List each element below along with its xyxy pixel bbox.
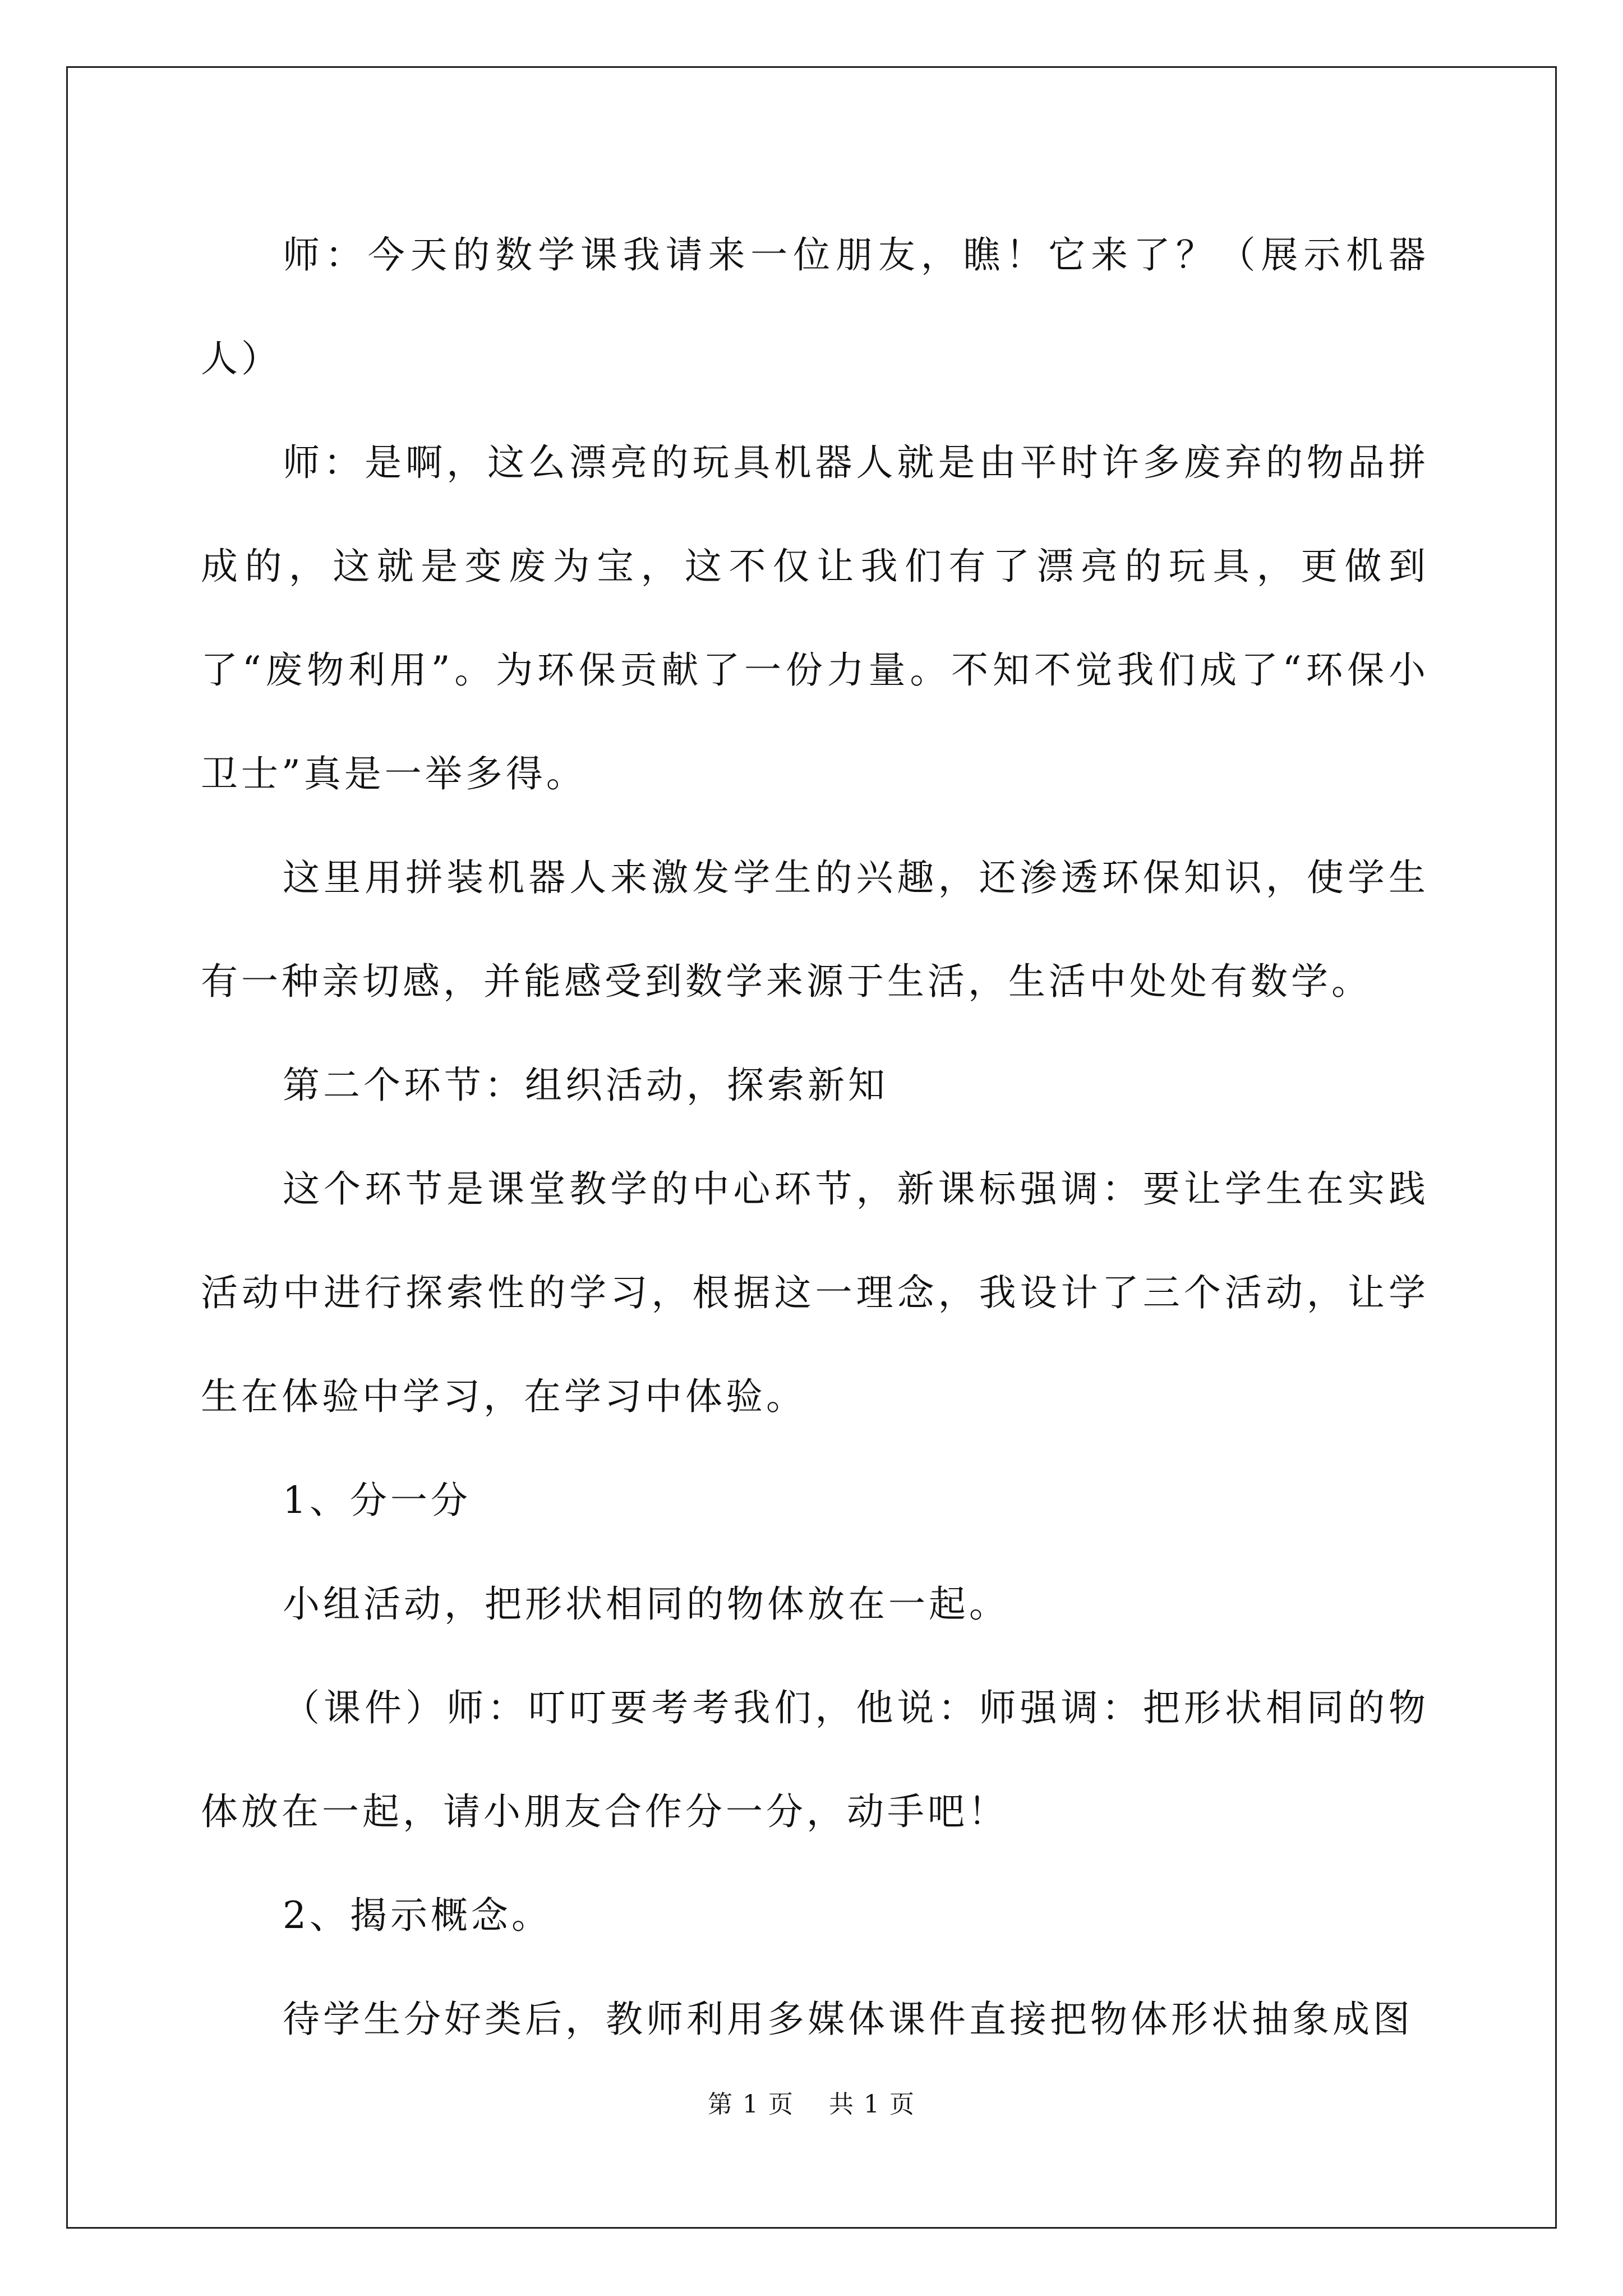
page-number: 第 1 页 (708, 2090, 794, 2119)
paragraph-intro-robot: 师：今天的数学课我请来一位朋友，瞧！它来了？（展示机器人） (201, 233, 1429, 380)
page-total: 共 1 页 (829, 2090, 915, 2119)
document-body (201, 203, 1429, 2071)
paragraph-recycling: 师：是啊，这么漂亮的玩具机器人就是由平时许多废弃的物品拼成的，这就是变废为宝，这不仅让我们有了漂亮的玩具，更做到了“废物利用”。为环保贡献了一份力量。不知不觉我们成了“环保小卫士”真是一举多得。 (201, 441, 1429, 795)
list-item-concept: 2、揭示概念。 (283, 1894, 552, 1937)
paragraph-group-activity: 小组活动，把形状相同的物体放在一起。 (283, 1582, 1009, 1626)
list-item-sort: 1、分一分 (283, 1479, 471, 1522)
paragraph-multimedia: 待学生分好类后，教师利用多媒体课件直接把物体形状抽象成图 (283, 1998, 1413, 2041)
paragraph-center-section: 这个环节是课堂教学的中心环节，新课标强调：要让学生在实践活动中进行探索性的学习，根据这一理念，我设计了三个活动，让学生在体验中学习，在学习中体验。 (201, 1167, 1429, 1418)
section-heading-second: 第二个环节：组织活动，探索新知 (283, 1064, 888, 1107)
page-footer (0, 2084, 1623, 2120)
paragraph-interest: 这里用拼装机器人来激发学生的兴趣，还渗透环保知识，使学生有一种亲切感，并能感受到数学来源于生活，生活中处处有数学。 (201, 856, 1429, 1003)
paragraph-courseware: （课件）师：叮叮要考考我们，他说：师强调：把形状相同的物体放在一起，请小朋友合作分一分，动手吧！ (201, 1686, 1429, 1833)
